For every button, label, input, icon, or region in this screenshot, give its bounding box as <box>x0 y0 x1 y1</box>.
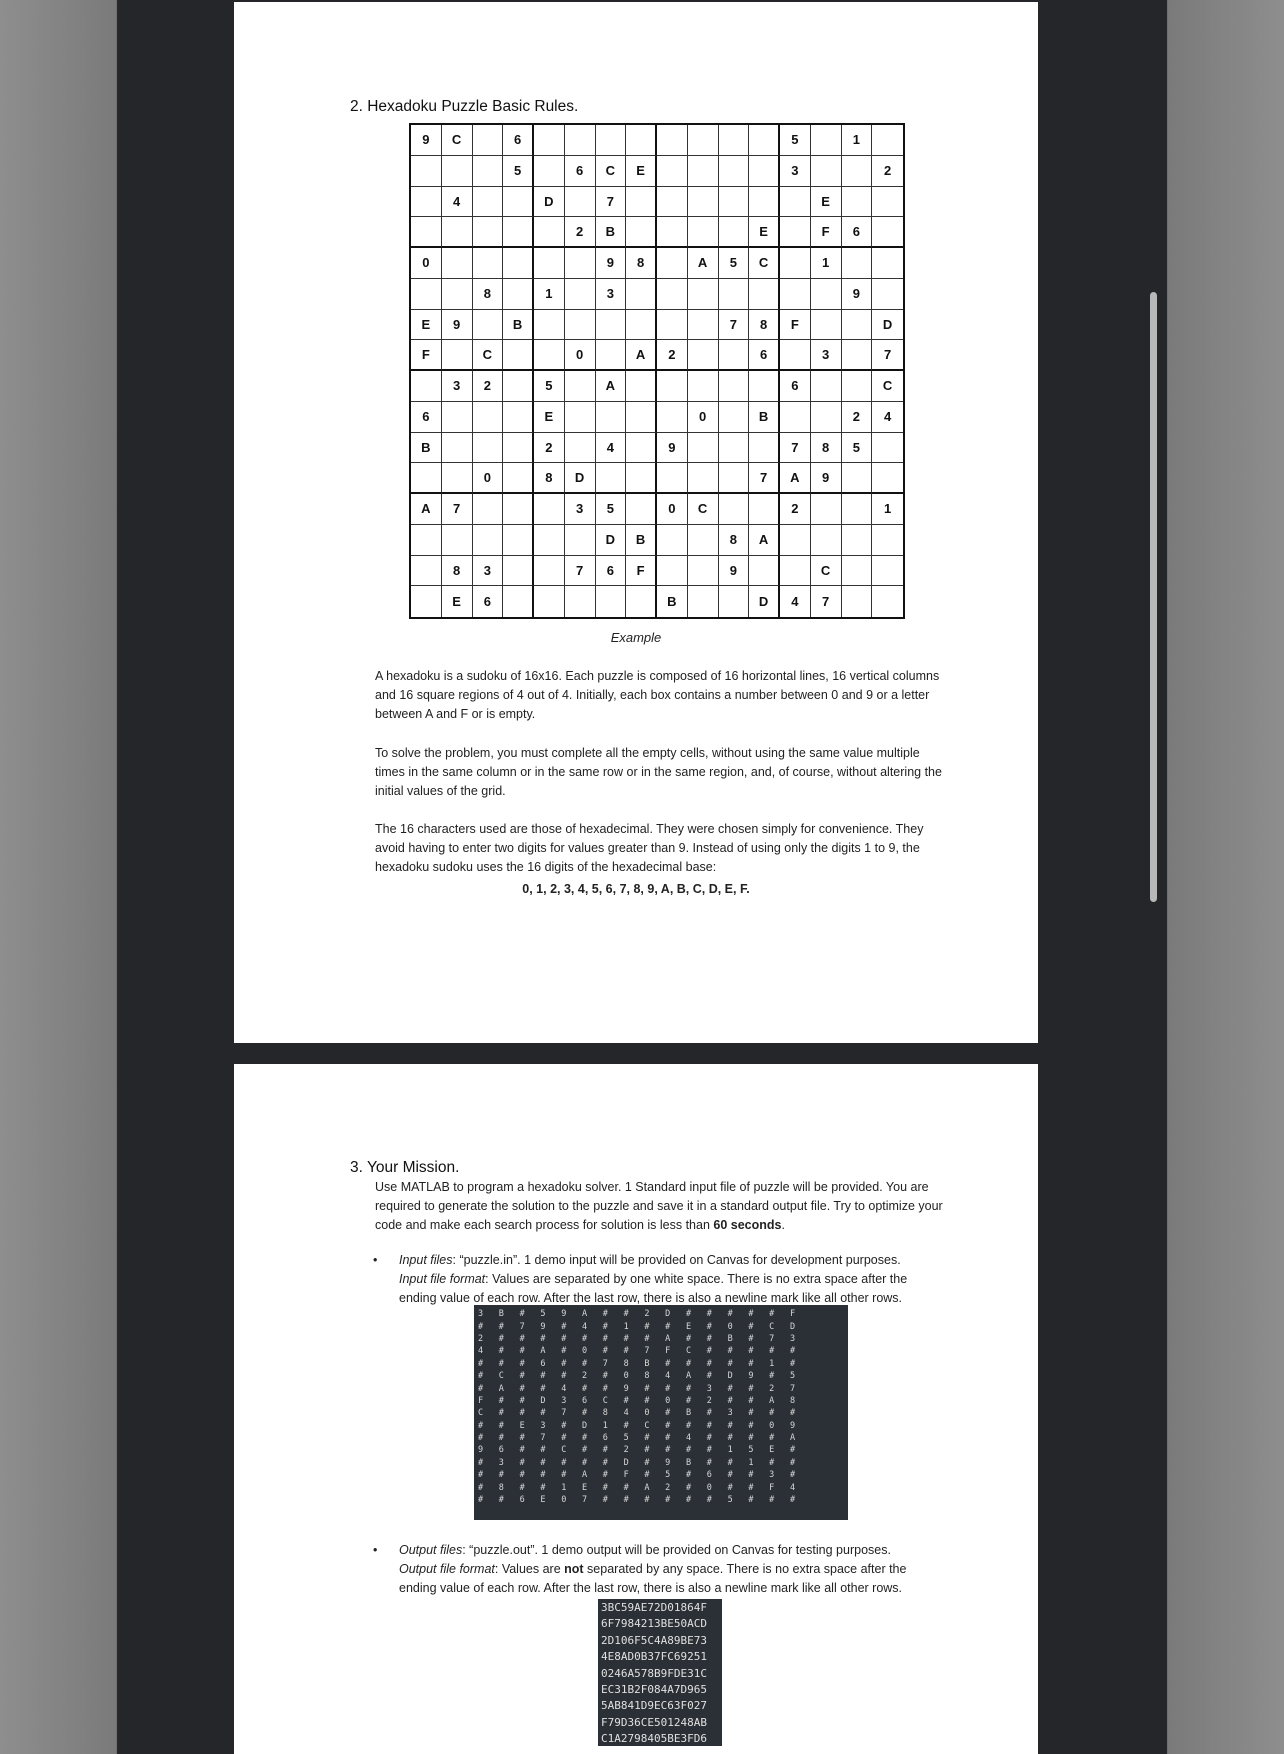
document-page-1 <box>234 2 1038 1043</box>
section-3-heading: 3. Your Mission. <box>350 1159 460 1176</box>
grid-cell: D <box>534 187 565 218</box>
grid-cell: B <box>626 525 657 556</box>
grid-cell <box>811 310 842 341</box>
grid-cell <box>811 156 842 187</box>
grid-caption: Example <box>610 630 662 645</box>
grid-cell <box>442 340 473 371</box>
grid-cell: 8 <box>626 248 657 279</box>
grid-cell <box>596 310 627 341</box>
grid-cell <box>411 217 442 248</box>
grid-cell <box>442 402 473 433</box>
grid-cell: 7 <box>872 340 903 371</box>
grid-cell: B <box>503 310 534 341</box>
grid-cell: C <box>688 494 719 525</box>
grid-cell <box>719 371 750 402</box>
grid-cell: 3 <box>596 279 627 310</box>
grid-cell <box>842 371 873 402</box>
grid-cell <box>626 402 657 433</box>
grid-cell <box>872 125 903 156</box>
rules-paragraph-2: To solve the problem, you must complete all the empty cells, without using the same value multiple times in the same column or in the same row or in the same region, and, of course, without altering the initial values of the grid. <box>375 746 942 798</box>
grid-cell <box>811 525 842 556</box>
input-row: # # 7 9 # 4 # 1 # # E # 0 # C D <box>478 1321 796 1332</box>
grid-cell <box>411 187 442 218</box>
grid-cell <box>411 586 442 617</box>
grid-cell <box>688 556 719 587</box>
grid-cell: 1 <box>842 125 873 156</box>
grid-cell: 1 <box>811 248 842 279</box>
grid-cell <box>780 279 811 310</box>
grid-cell <box>872 433 903 464</box>
grid-cell <box>811 402 842 433</box>
grid-cell <box>503 586 534 617</box>
grid-cell: 5 <box>596 494 627 525</box>
grid-cell: 5 <box>534 371 565 402</box>
grid-cell <box>503 525 534 556</box>
grid-cell: 8 <box>719 525 750 556</box>
hexadoku-example-grid <box>409 123 905 619</box>
grid-cell: 2 <box>842 402 873 433</box>
grid-cell: 3 <box>811 340 842 371</box>
grid-cell <box>411 556 442 587</box>
grid-cell: 9 <box>442 310 473 341</box>
grid-cell <box>688 340 719 371</box>
grid-cell <box>596 340 627 371</box>
grid-cell: D <box>749 586 780 617</box>
grid-cell: 5 <box>719 248 750 279</box>
grid-cell <box>842 586 873 617</box>
grid-cell: 9 <box>811 463 842 494</box>
output-row: 2D106F5C4A89BE73 <box>601 1633 707 1647</box>
grid-cell <box>534 494 565 525</box>
grid-cell <box>442 156 473 187</box>
grid-cell <box>688 433 719 464</box>
grid-cell <box>780 556 811 587</box>
grid-cell <box>626 125 657 156</box>
grid-cell: 4 <box>596 433 627 464</box>
grid-cell <box>565 248 596 279</box>
grid-cell: 9 <box>411 125 442 156</box>
hex-digit-list: 0, 1, 2, 3, 4, 5, 6, 7, 8, 9, A, B, C, D, E, F. <box>522 882 750 896</box>
grid-cell: 8 <box>442 556 473 587</box>
input-file-example <box>474 1305 848 1520</box>
grid-cell <box>565 187 596 218</box>
grid-cell <box>688 525 719 556</box>
grid-cell: D <box>565 463 596 494</box>
vertical-scrollbar[interactable] <box>1150 292 1157 902</box>
grid-cell <box>749 433 780 464</box>
grid-cell <box>780 217 811 248</box>
grid-cell <box>688 156 719 187</box>
grid-cell <box>657 463 688 494</box>
grid-cell <box>657 310 688 341</box>
grid-cell <box>626 494 657 525</box>
grid-cell <box>872 217 903 248</box>
grid-cell <box>688 586 719 617</box>
grid-cell: E <box>534 402 565 433</box>
input-row: # C # # # 2 # 0 8 4 A # D 9 # 5 <box>478 1371 796 1382</box>
grid-cell: 6 <box>749 340 780 371</box>
grid-cell <box>411 525 442 556</box>
mission-intro: Use MATLAB to program a hexadoku solver. 1 Standard input file of puzzle will be provided. You are required to generate the solution to the puzzle and save it in a standard output file. Try to optimize your code and make each search process for solution is less than 60 seconds. <box>375 1180 943 1232</box>
input-row: # # E 3 # D 1 # C # # # # # 0 9 <box>478 1420 796 1431</box>
grid-cell: 3 <box>780 156 811 187</box>
grid-cell <box>842 525 873 556</box>
grid-cell: 5 <box>780 125 811 156</box>
grid-cell: 5 <box>842 433 873 464</box>
grid-cell <box>626 217 657 248</box>
grid-cell: 8 <box>749 310 780 341</box>
grid-cell: 6 <box>411 402 442 433</box>
grid-cell <box>626 187 657 218</box>
grid-cell <box>719 279 750 310</box>
rules-paragraph-1: A hexadoku is a sudoku of 16x16. Each puzzle is composed of 16 horizontal lines, 16 vertical columns and 16 square regions of 4 out of 4. Initially, each box contains a number between 0 and 9 or a letter between A and F or is empty. <box>375 669 940 721</box>
grid-cell <box>749 187 780 218</box>
grid-cell <box>503 494 534 525</box>
grid-cell: C <box>872 371 903 402</box>
grid-cell <box>842 494 873 525</box>
grid-cell: F <box>811 217 842 248</box>
grid-cell <box>780 402 811 433</box>
grid-cell: 8 <box>534 463 565 494</box>
grid-cell <box>842 556 873 587</box>
grid-cell <box>442 525 473 556</box>
grid-cell <box>534 556 565 587</box>
grid-cell <box>872 556 903 587</box>
grid-cell <box>626 433 657 464</box>
grid-cell <box>503 433 534 464</box>
grid-cell: 2 <box>565 217 596 248</box>
grid-cell <box>626 586 657 617</box>
grid-cell: 4 <box>780 586 811 617</box>
grid-cell <box>503 463 534 494</box>
grid-cell <box>719 463 750 494</box>
grid-cell: 6 <box>473 586 504 617</box>
grid-cell <box>596 125 627 156</box>
grid-cell <box>503 402 534 433</box>
output-file-example <box>598 1599 722 1746</box>
grid-cell: 7 <box>565 556 596 587</box>
grid-cell: 9 <box>596 248 627 279</box>
grid-cell <box>811 494 842 525</box>
grid-cell: 9 <box>657 433 688 464</box>
input-row: 3 B # 5 9 A # # 2 D # # # # # F <box>478 1309 796 1320</box>
grid-cell <box>872 525 903 556</box>
grid-cell <box>503 556 534 587</box>
grid-cell <box>565 525 596 556</box>
grid-cell <box>596 586 627 617</box>
grid-cell: 9 <box>842 279 873 310</box>
grid-cell <box>688 217 719 248</box>
grid-cell: 7 <box>811 586 842 617</box>
grid-cell <box>626 310 657 341</box>
grid-cell <box>565 371 596 402</box>
grid-cell: A <box>780 463 811 494</box>
grid-cell <box>811 125 842 156</box>
grid-cell: 0 <box>688 402 719 433</box>
rules-paragraph-3: The 16 characters used are those of hexadecimal. They were chosen simply for convenience. They avoid having to enter two digits for values greater than 9. Instead of using only the digits 1 to 9, the hexadoku sudoku uses the 16 digits of the hexadecimal base: <box>375 822 924 874</box>
grid-cell: 5 <box>503 156 534 187</box>
grid-cell <box>473 402 504 433</box>
grid-cell: B <box>657 586 688 617</box>
grid-cell <box>503 279 534 310</box>
grid-cell <box>780 248 811 279</box>
grid-cell <box>473 525 504 556</box>
grid-cell: 0 <box>657 494 688 525</box>
grid-cell <box>688 371 719 402</box>
grid-cell <box>688 187 719 218</box>
grid-cell <box>565 402 596 433</box>
grid-cell: 2 <box>473 371 504 402</box>
grid-cell <box>657 217 688 248</box>
grid-cell: E <box>811 187 842 218</box>
grid-cell: A <box>596 371 627 402</box>
grid-cell: E <box>411 310 442 341</box>
grid-cell <box>503 187 534 218</box>
document-page-2: 3. Your Mission. Use MATLAB to program a hexadoku solver. 1 Standard input file of puzzle will be provided. You are required to generate the solution to the puzzle and save it in a standard output file. Try to optimize your code and make each search process for solution is less than 60 seconds. • Input files: “puzzle.in”. 1 demo input will be provided on Canvas for development purposes. Input file format: Values are separated by one white space. There is no extra space after the ending value of each row. After the last row, there is also a newline mark like all other rows. • Output files: “puzzle.out”. 1 demo output will be provided on Canvas for testing purposes. Output file format: Values are not separated by any space. There is no extra space after the ending value of each row. After the last row, there is also a newline mark like all other rows. <box>234 1064 1038 1754</box>
grid-cell <box>842 340 873 371</box>
grid-cell: B <box>596 217 627 248</box>
grid-cell: E <box>442 586 473 617</box>
grid-cell <box>749 494 780 525</box>
input-row: # A # # 4 # # 9 # # # 3 # # 2 7 <box>478 1383 796 1394</box>
grid-cell: 4 <box>872 402 903 433</box>
grid-cell: 4 <box>442 187 473 218</box>
grid-cell <box>657 125 688 156</box>
grid-cell <box>503 248 534 279</box>
grid-cell <box>411 371 442 402</box>
grid-cell <box>657 556 688 587</box>
grid-cell <box>411 463 442 494</box>
section-2-heading: 2. Hexadoku Puzzle Basic Rules. <box>350 98 579 115</box>
grid-cell: 7 <box>596 187 627 218</box>
grid-cell: C <box>442 125 473 156</box>
grid-cell: 6 <box>596 556 627 587</box>
grid-cell <box>565 433 596 464</box>
grid-cell <box>842 310 873 341</box>
grid-cell: 3 <box>473 556 504 587</box>
grid-cell: 6 <box>503 125 534 156</box>
grid-cell <box>872 248 903 279</box>
grid-cell: 8 <box>811 433 842 464</box>
grid-cell: 2 <box>534 433 565 464</box>
grid-cell: 7 <box>442 494 473 525</box>
grid-cell <box>503 340 534 371</box>
grid-cell <box>749 156 780 187</box>
grid-cell <box>842 156 873 187</box>
grid-cell <box>657 187 688 218</box>
output-row: EC31B2F084A7D965 <box>601 1682 707 1696</box>
grid-cell <box>626 463 657 494</box>
grid-cell <box>657 402 688 433</box>
grid-cell <box>473 433 504 464</box>
grid-cell <box>719 125 750 156</box>
grid-cell: A <box>411 494 442 525</box>
grid-cell <box>442 217 473 248</box>
grid-cell <box>780 340 811 371</box>
grid-cell: 7 <box>780 433 811 464</box>
grid-cell: 1 <box>872 494 903 525</box>
grid-cell <box>657 371 688 402</box>
grid-cell <box>842 187 873 218</box>
grid-cell <box>811 279 842 310</box>
grid-cell: A <box>749 525 780 556</box>
input-row: # 8 # # 1 E # # A 2 # 0 # # F 4 <box>478 1482 796 1493</box>
grid-cell <box>657 525 688 556</box>
grid-cell <box>473 310 504 341</box>
grid-cell <box>872 187 903 218</box>
grid-cell <box>411 279 442 310</box>
input-row: 9 6 # # C # # 2 # # # # 1 5 E # <box>478 1445 796 1456</box>
input-row: # 3 # # # # # D # 9 B # # 1 # # <box>478 1457 796 1468</box>
output-row: F79D36CE501248AB <box>601 1715 707 1729</box>
grid-cell <box>503 371 534 402</box>
input-row: 2 # # # # # # # # A # # B # 7 3 <box>478 1333 796 1344</box>
input-row: # # 6 E 0 7 # # # # # # 5 # # # <box>478 1495 796 1506</box>
grid-cell <box>688 279 719 310</box>
grid-cell: 2 <box>780 494 811 525</box>
grid-cell <box>503 217 534 248</box>
grid-cell: D <box>596 525 627 556</box>
input-row: 4 # # A # 0 # # 7 F C # # # # # <box>478 1346 796 1357</box>
grid-cell <box>534 156 565 187</box>
grid-cell <box>473 125 504 156</box>
grid-cell: B <box>749 402 780 433</box>
grid-cell: 0 <box>473 463 504 494</box>
grid-cell <box>719 340 750 371</box>
grid-cell: 0 <box>565 340 596 371</box>
grid-cell <box>749 371 780 402</box>
grid-cell <box>442 279 473 310</box>
output-row: 4E8AD0B37FC69251 <box>601 1650 707 1664</box>
input-row: # # # 6 # # 7 8 B # # # # # 1 # <box>478 1358 796 1369</box>
grid-cell <box>565 586 596 617</box>
grid-cell: A <box>688 248 719 279</box>
grid-cell <box>780 187 811 218</box>
grid-cell: 7 <box>749 463 780 494</box>
grid-cell <box>719 156 750 187</box>
grid-cell <box>565 125 596 156</box>
grid-cell <box>780 525 811 556</box>
grid-cell <box>688 125 719 156</box>
grid-cell <box>749 125 780 156</box>
input-row: # # # # # A # F # 5 # 6 # # 3 # <box>478 1470 796 1481</box>
grid-cell: F <box>780 310 811 341</box>
grid-cell <box>442 463 473 494</box>
grid-cell <box>719 187 750 218</box>
grid-cell: C <box>749 248 780 279</box>
output-row: 6F7984213BE50ACD <box>601 1617 707 1631</box>
grid-cell <box>534 586 565 617</box>
grid-cell <box>596 402 627 433</box>
grid-cell: 6 <box>780 371 811 402</box>
grid-cell <box>626 371 657 402</box>
grid-cell: 2 <box>872 156 903 187</box>
grid-cell <box>872 279 903 310</box>
grid-cell: C <box>473 340 504 371</box>
grid-cell <box>719 402 750 433</box>
grid-cell <box>411 156 442 187</box>
grid-cell <box>657 279 688 310</box>
grid-cell <box>473 156 504 187</box>
grid-cell: 3 <box>442 371 473 402</box>
grid-cell <box>626 279 657 310</box>
grid-cell: D <box>872 310 903 341</box>
grid-cell: E <box>749 217 780 248</box>
grid-cell <box>534 125 565 156</box>
grid-cell <box>473 248 504 279</box>
grid-cell <box>442 248 473 279</box>
grid-cell <box>534 340 565 371</box>
grid-cell <box>534 525 565 556</box>
grid-cell: 6 <box>565 156 596 187</box>
grid-cell <box>719 494 750 525</box>
output-row: 5AB841D9EC63F027 <box>601 1699 707 1713</box>
grid-cell <box>872 586 903 617</box>
grid-cell <box>719 217 750 248</box>
grid-cell <box>749 279 780 310</box>
grid-cell: F <box>411 340 442 371</box>
grid-cell <box>657 248 688 279</box>
input-row: C # # # 7 # 8 4 0 # B # 3 # # # <box>478 1408 796 1419</box>
grid-cell <box>749 556 780 587</box>
grid-cell: 0 <box>411 248 442 279</box>
grid-cell <box>657 156 688 187</box>
grid-cell: C <box>811 556 842 587</box>
grid-cell: F <box>626 556 657 587</box>
grid-cell <box>719 433 750 464</box>
grid-cell: B <box>411 433 442 464</box>
grid-cell <box>534 248 565 279</box>
grid-cell <box>842 248 873 279</box>
grid-cell <box>442 433 473 464</box>
grid-cell <box>473 217 504 248</box>
output-row: C1A2798405BE3FD6 <box>601 1732 707 1746</box>
grid-cell <box>842 463 873 494</box>
input-row: F # # D 3 6 C # # 0 # 2 # # A 8 <box>478 1395 796 1406</box>
output-row: 3BC59AE72D01864F <box>601 1601 707 1614</box>
grid-cell: 3 <box>565 494 596 525</box>
grid-cell: A <box>626 340 657 371</box>
grid-cell: 2 <box>657 340 688 371</box>
grid-cell: 6 <box>842 217 873 248</box>
output-row: 0246A578B9FDE31C <box>601 1666 707 1680</box>
grid-cell <box>565 279 596 310</box>
input-row: # # # 7 # # 6 5 # # 4 # # # # A <box>478 1433 796 1444</box>
grid-cell <box>811 371 842 402</box>
grid-cell: 1 <box>534 279 565 310</box>
grid-cell <box>719 586 750 617</box>
grid-cell <box>473 494 504 525</box>
grid-cell <box>534 217 565 248</box>
grid-cell: 9 <box>719 556 750 587</box>
grid-cell <box>688 463 719 494</box>
grid-cell <box>473 187 504 218</box>
grid-cell <box>688 310 719 341</box>
grid-cell: 8 <box>473 279 504 310</box>
grid-cell: C <box>596 156 627 187</box>
grid-cell <box>565 310 596 341</box>
grid-cell <box>596 463 627 494</box>
grid-cell <box>872 463 903 494</box>
grid-cell <box>534 310 565 341</box>
grid-cell: E <box>626 156 657 187</box>
grid-cell: 7 <box>719 310 750 341</box>
